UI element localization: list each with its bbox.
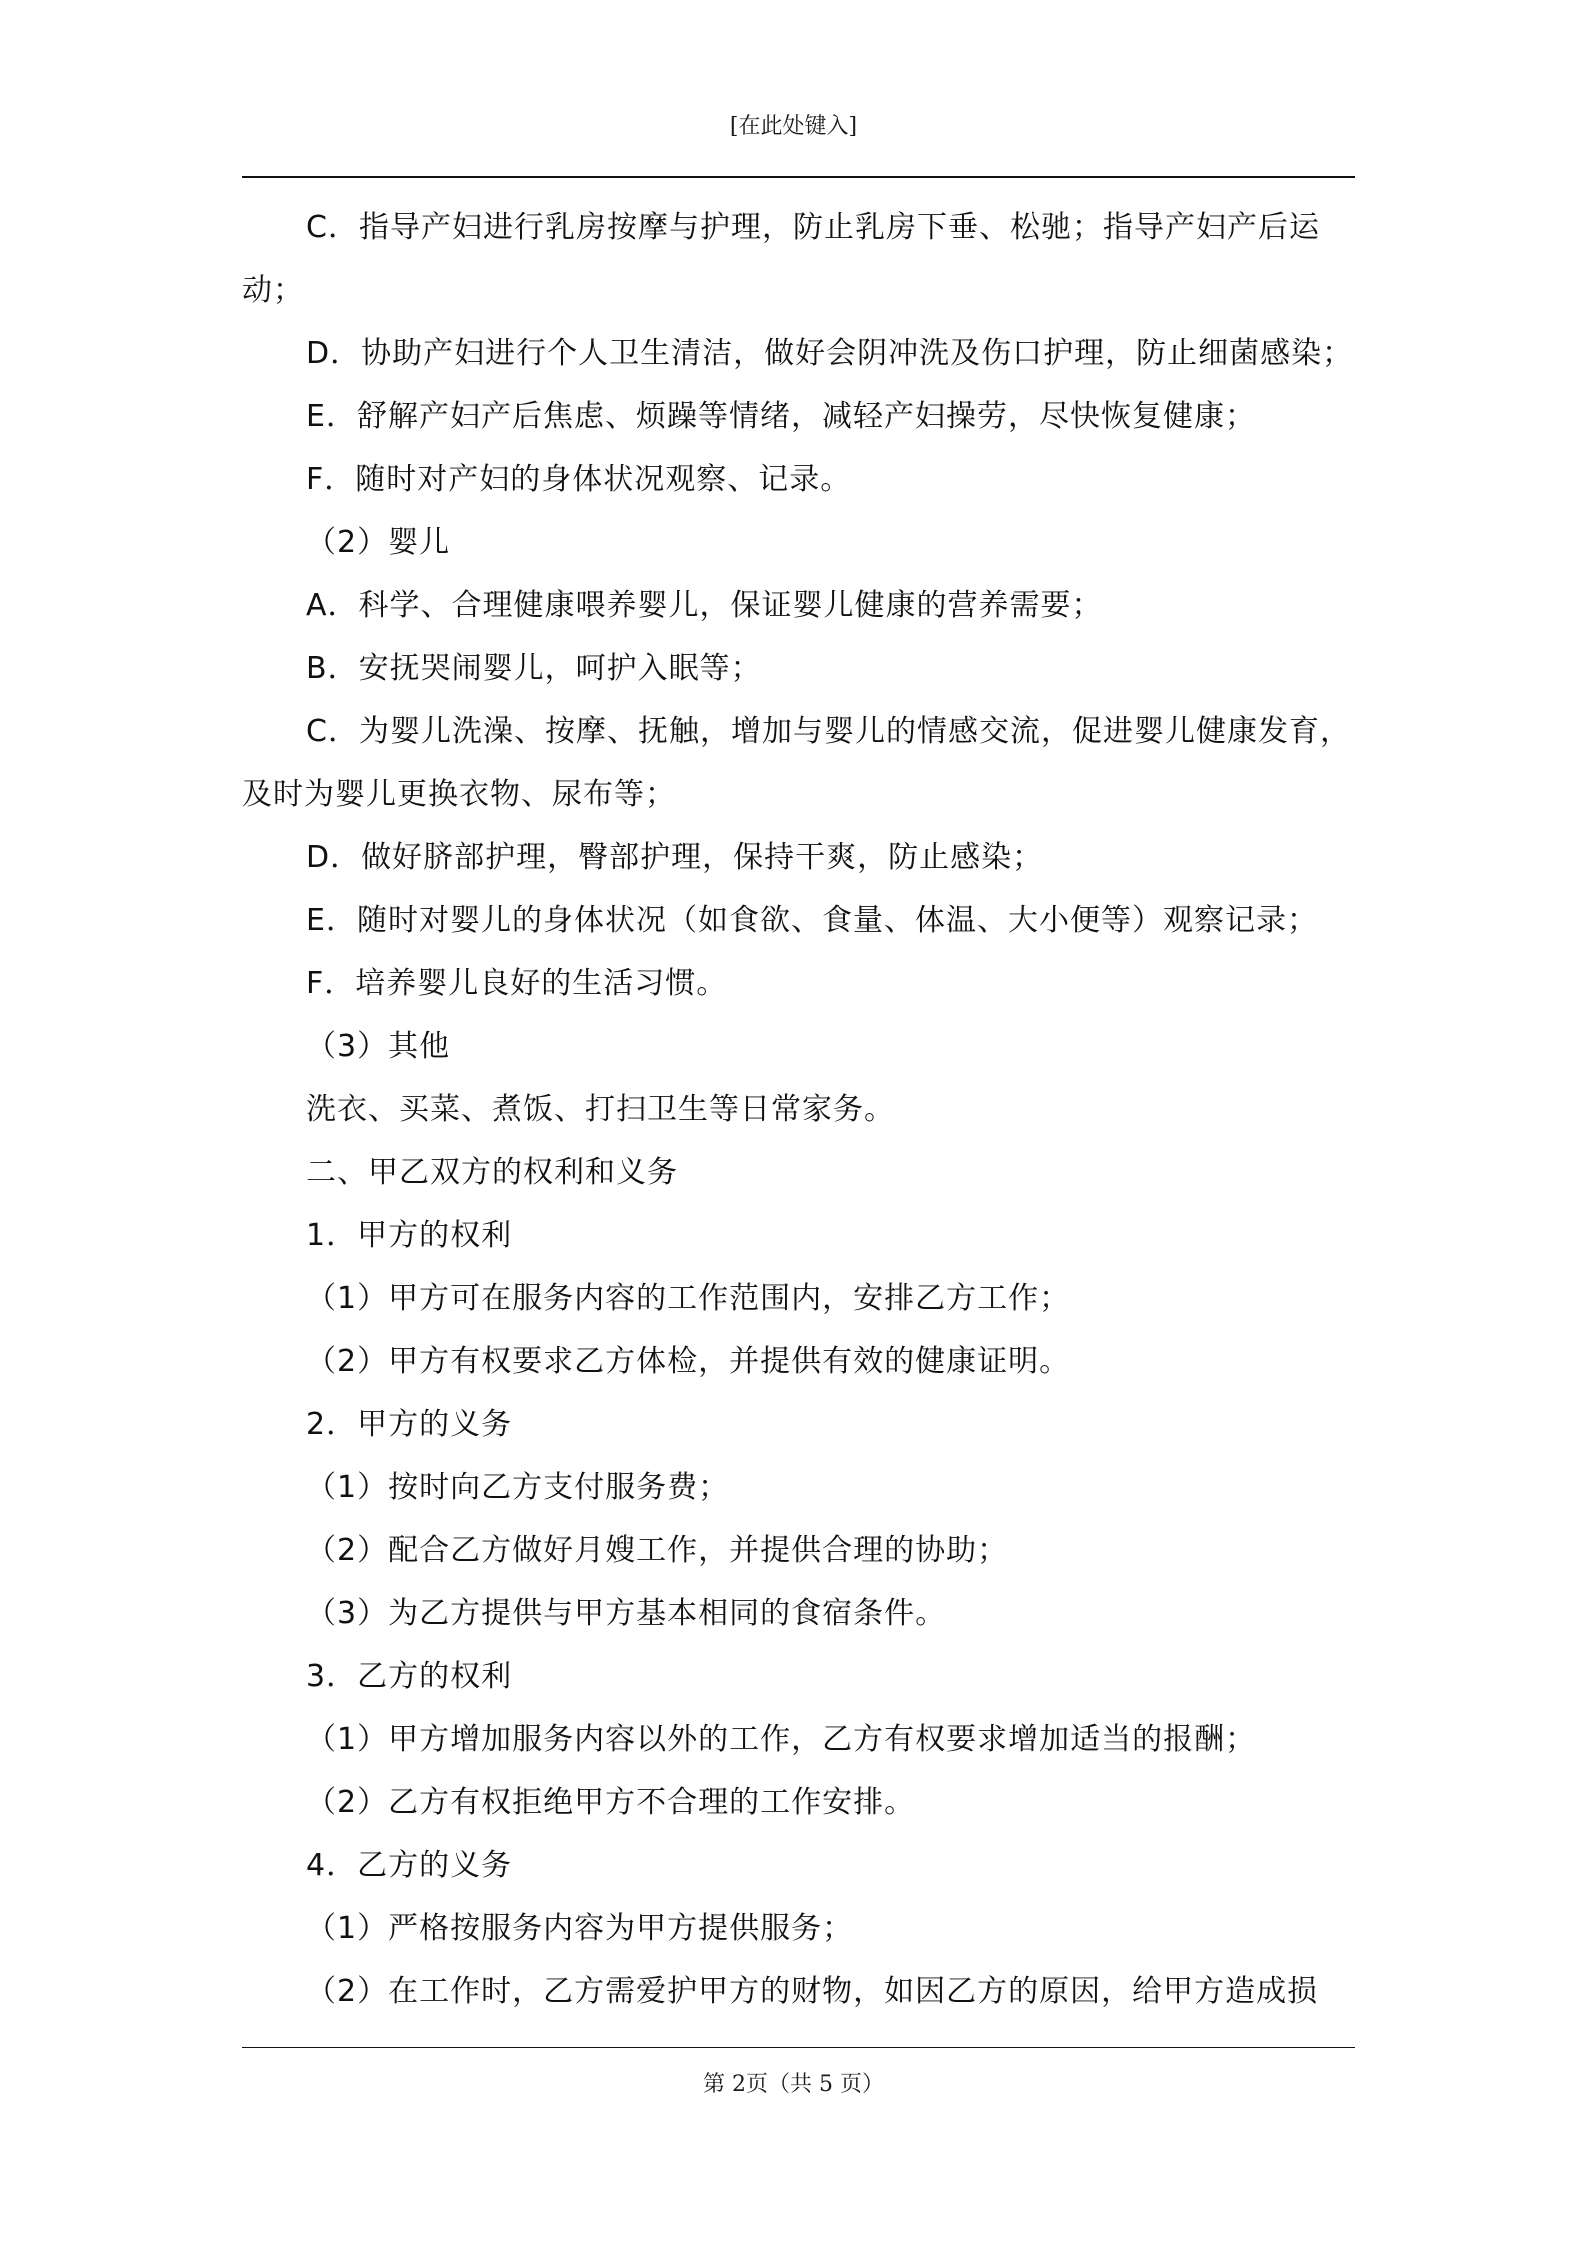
paragraph: 洗衣、买菜、煮饭、打扫卫生等日常家务。 xyxy=(306,1092,895,1127)
paragraph: （2）配合乙方做好月嫂工作，并提供合理的协助； xyxy=(306,1533,1009,1568)
paragraph: F．培养婴儿良好的生活习惯。 xyxy=(306,966,728,1001)
paragraph: （1）按时向乙方支付服务费； xyxy=(306,1470,730,1505)
header-divider xyxy=(242,176,1355,178)
paragraph: C．为婴儿洗澡、按摩、抚触，增加与婴儿的情感交流，促进婴儿健康发育，及时为婴儿更换衣物、尿布等； xyxy=(242,714,1351,812)
paragraph: （1）甲方增加服务内容以外的工作，乙方有权要求增加适当的报酬； xyxy=(306,1722,1257,1757)
page-footer: 第 2页（共 5 页） xyxy=(703,2072,884,2097)
subsection-heading: 4．乙方的义务 xyxy=(306,1848,513,1883)
paragraph: B．安抚哭闹婴儿，呵护入眠等； xyxy=(306,651,762,686)
section-heading: 二、甲乙双方的权利和义务 xyxy=(306,1155,678,1190)
paragraph: （2）甲方有权要求乙方体检，并提供有效的健康证明。 xyxy=(306,1344,1071,1379)
paragraph: D．协助产妇进行个人卫生清洁，做好会阴冲洗及伤口护理，防止细菌感染； xyxy=(306,336,1354,371)
paragraph: F．随时对产妇的身体状况观察、记录。 xyxy=(306,462,852,497)
paragraph: （3）其他 xyxy=(306,1029,451,1064)
paragraph: （2）乙方有权拒绝甲方不合理的工作安排。 xyxy=(306,1785,916,1820)
subsection-heading: 1．甲方的权利 xyxy=(306,1218,513,1253)
footer-divider xyxy=(242,2047,1355,2048)
paragraph: C．指导产妇进行乳房按摩与护理，防止乳房下垂、松驰；指导产妇产后运动； xyxy=(242,210,1320,308)
paragraph: D．做好脐部护理，臀部护理，保持干爽，防止感染； xyxy=(306,840,1044,875)
paragraph: （1）甲方可在服务内容的工作范围内，安排乙方工作； xyxy=(306,1281,1071,1316)
paragraph: （3）为乙方提供与甲方基本相同的食宿条件。 xyxy=(306,1596,947,1631)
subsection-heading: 2．甲方的义务 xyxy=(306,1407,513,1442)
paragraph: E．随时对婴儿的身体状况（如食欲、食量、体温、大小便等）观察记录； xyxy=(306,903,1318,938)
page-header: [在此处键入] xyxy=(729,114,858,139)
document-body xyxy=(242,196,1355,2023)
paragraph: （1）严格按服务内容为甲方提供服务； xyxy=(306,1911,854,1946)
paragraph: （2）在工作时，乙方需爱护甲方的财物，如因乙方的原因，给甲方造成损 xyxy=(306,1974,1319,2009)
paragraph: E．舒解产妇产后焦虑、烦躁等情绪，减轻产妇操劳，尽快恢复健康； xyxy=(306,399,1256,434)
subsection-heading: 3．乙方的权利 xyxy=(306,1659,513,1694)
paragraph: A．科学、合理健康喂养婴儿，保证婴儿健康的营养需要； xyxy=(306,588,1103,623)
paragraph: （2）婴儿 xyxy=(306,525,451,560)
